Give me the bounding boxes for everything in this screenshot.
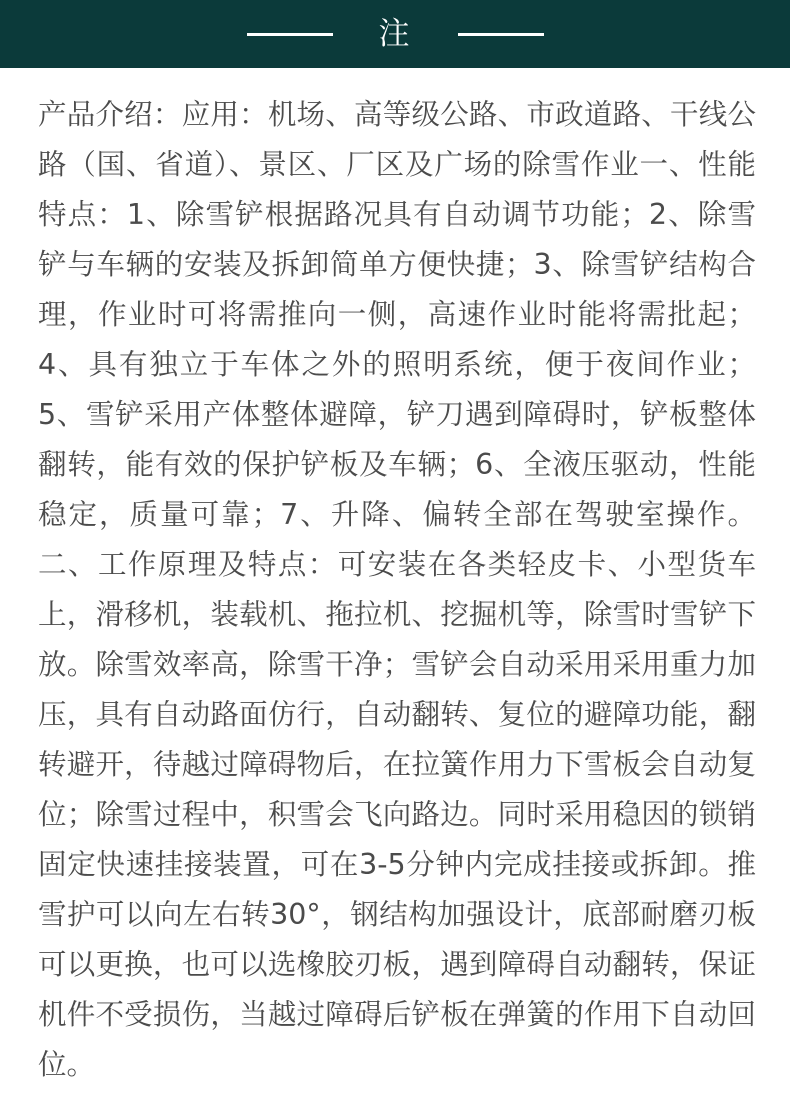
section-header-band <box>0 0 790 68</box>
product-description-text: 产品介绍：应用：机场、高等级公路、市政道路、干线公路（国、省道）、景区、厂区及广场的除雪作业一、性能特点：1、除雪铲根据路况具有自动调节功能；2、除雪铲与车辆的安装及拆卸简单方便快捷；3、除雪铲结构合理，作业时可将需推向一侧，高速作业时能将需批起；4、具有独立于车体之外的照明系统，便于夜间作业；5、雪铲采用产体整体避障，铲刀遇到障碍时，铲板整体翻转，能有效的保护铲板及车辆；6、全液压驱动，性能稳定，质量可靠；7、升降、偏转全部在驾驶室操作。二、工作原理及特点：可安装在各类轻皮卡、小型货车上，滑移机，装载机、拖拉机、挖掘机等，除雪时雪铲下放。除雪效率高，除雪干净；雪铲会自动采用采用重力加压，具有自动路面仿行，自动翻转、复位的避障功能，翻转避开，待越过障碍物后，在拉簧作用力下雪板会自动复位；除雪过程中，积雪会飞向路边。同时采用稳因的锁销固定快速挂接装置，可在3-5分钟内完成挂接或拆卸。推雪护可以向左右转30°，钢结构加强设计，底部耐磨刃板可以更换，也可以选橡胶刃板，遇到障碍自动翻转，保证机件不受损伤，当越过障碍后铲板在弹簧的作用下自动回位。 <box>38 98 756 1081</box>
product-description-section <box>0 68 790 1090</box>
header-left-rule-icon <box>247 33 333 36</box>
section-header-title: 注 <box>378 15 412 52</box>
header-right-rule-icon <box>458 33 544 36</box>
